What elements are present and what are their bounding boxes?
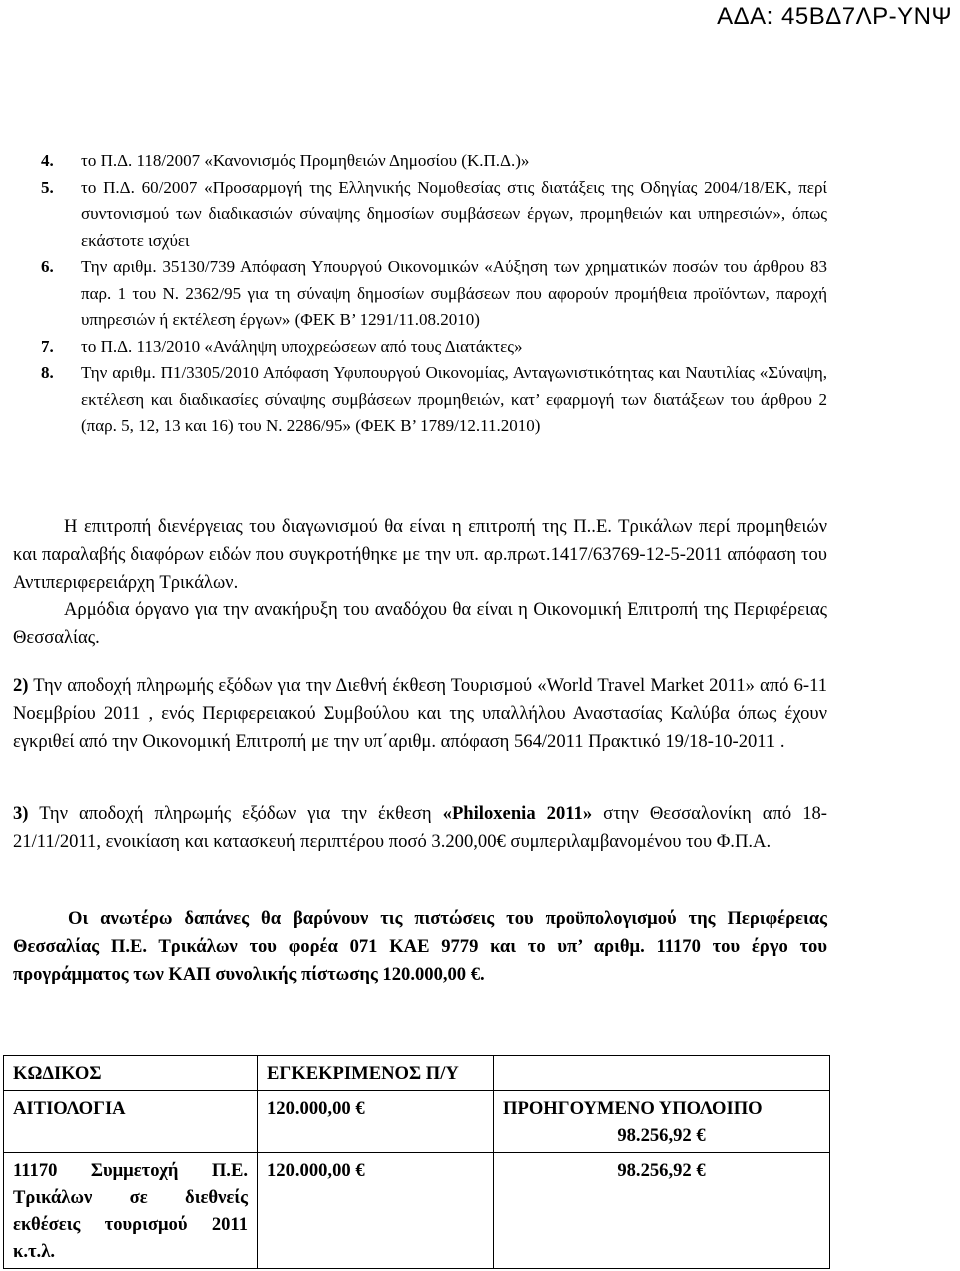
reason-approved: 120.000,00 € (258, 1091, 494, 1153)
list-number: 7. (41, 336, 54, 356)
item-text: στην Θεσσαλονίκη από 18-21/11/2011, ενοικίαση και κατασκευή περιπτέρου ποσό 3.200,00€ συμπεριλαμβανομένου του Φ.Π.Α. (13, 803, 827, 852)
item-text: Την αποδοχή πληρωμής εξόδων για την έκθεση (28, 803, 443, 824)
legal-basis-list (41, 148, 827, 440)
item-2-paragraph (13, 672, 827, 756)
list-text: το Π.Δ. 113/2010 «Ανάληψη υποχρεώσεων από τους Διατάκτες» (81, 336, 523, 356)
list-text: το Π.Δ. 60/2007 «Προσαρμογή της Ελληνικής Νομοθεσίας στις διατάξεις της Οδηγίας 2004/18/ΕΚ, περί συντονισμού των διαδικασιών σύναψης δημοσίων συμβάσεων έργων, προμηθειών και υπηρεσιών», όπως εκάστοτε ισχύει (81, 177, 827, 250)
reason-label: ΑΙΤΙΟΛΟΓΙΑ (4, 1091, 258, 1153)
list-item (41, 254, 827, 334)
exhibition-name: «Philoxenia 2011» (442, 803, 593, 824)
budget-table (3, 1055, 830, 1269)
list-item (41, 334, 827, 361)
project-label: 11170 Συμμετοχή Π.Ε. Τρικάλων σε διεθνείς εκθέσεις τουρισμού 2011 κ.τ.λ. (4, 1153, 258, 1269)
item-number: 2) (13, 675, 29, 696)
item-number: 3) (13, 803, 29, 824)
project-previous-value: 98.256,92 € (494, 1153, 830, 1269)
list-item (41, 148, 827, 175)
previous-balance-cell (494, 1091, 830, 1153)
project-approved: 120.000,00 € (258, 1153, 494, 1269)
list-text: Την αριθμ. 35130/739 Απόφαση Υπουργού Οικονομικών «Αύξηση των χρηματικών ποσών του άρθρου 83 παρ. 1 του Ν. 2362/95 για τη σύναψη δημοσίων συμβάσεων που αφορούν προμήθεια προϊόντων, παροχή υπηρεσιών ή εκτέλεση έργων» (ΦΕΚ Β’ 1291/11.08.2010) (81, 257, 827, 329)
list-item (41, 360, 827, 440)
item-text: Την αποδοχή πληρωμής εξόδων για την Διεθνή έκθεση Τουρισμού «World Travel Market 2011» από 6-11 Νοεμβρίου 2011 , ενός Περιφερειακού Συμβούλου και της υπαλλήλου Αναστασίας Καλύβα όπως έχουν εγκριθεί από την Οικονομική Επιτροπή με την υπ΄αριθμ. απόφαση 564/2011 Πρακτικό 19/18-10-2011 . (13, 675, 827, 752)
header-approved: ΕΓΚΕΚΡΙΜΕΝΟΣ Π/Υ (258, 1056, 494, 1091)
previous-balance-label: ΠΡΟΗΓΟΥΜΕΝΟ ΥΠΟΛΟΙΠΟ (503, 1098, 763, 1119)
list-text: Την αριθμ. Π1/3305/2010 Απόφαση Υφυπουργού Οικονομίας, Ανταγωνιστικότητας και Ναυτιλίας «Σύναψη, εκτέλεση και διαδικασίες σύναψης συμβάσεων προμηθειών, κατ’ εφαρμογή των διατάξεων του άρθρου 2 (παρ. 5, 12, 13 και 16) του Ν. 2286/95» (ΦΕΚ Β’ 1789/12.11.2010) (81, 363, 827, 435)
authority-paragraph: Αρμόδια όργανο για την ανακήρυξη του αναδόχου θα είναι η Οικονομική Επιτροπή της Περιφέρειας Θεσσαλίας. (13, 599, 827, 648)
list-item (41, 175, 827, 255)
list-text: το Π.Δ. 118/2007 «Κανονισμός Προμηθειών Δημοσίου (Κ.Π.Δ.)» (81, 151, 530, 170)
ada-identifier: ΑΔΑ: 45ΒΔ7ΛΡ-ΥΝΨ (717, 3, 952, 30)
previous-balance-value: 98.256,92 € (617, 1125, 706, 1146)
list-number: 6. (41, 257, 54, 276)
header-empty (494, 1056, 830, 1091)
table-row (4, 1091, 830, 1153)
table-row (4, 1056, 830, 1091)
header-code: ΚΩΔΙΚΟΣ (4, 1056, 258, 1091)
item-3-paragraph (13, 800, 827, 856)
committee-paragraph: Η επιτροπή διενέργειας του διαγωνισμού θα είναι η επιτροπή της Π..Ε. Τρικάλων περί προμηθειών και παραλαβής διαφόρων ειδών που συγκροτήθηκε με την υπ. αρ.πρωτ.1417/63769-12-5-2011 απόφαση του Αντιπεριφερειάρχη Τρικάλων. (13, 516, 827, 593)
table-row (4, 1153, 830, 1269)
list-number: 8. (41, 363, 54, 382)
list-number: 5. (41, 177, 54, 197)
budget-statement: Οι ανωτέρω δαπάνες θα βαρύνουν τις πιστώσεις του προϋπολογισμού της Περιφέρειας Θεσσαλίας Π.Ε. Τρικάλων του φορέα 071 ΚΑΕ 9779 και το υπ’ αριθμ. 11170 του έργο του προγράμματος των ΚΑΠ συνολικής πίστωσης 120.000,00 €. (13, 908, 827, 985)
list-number: 4. (41, 151, 54, 170)
